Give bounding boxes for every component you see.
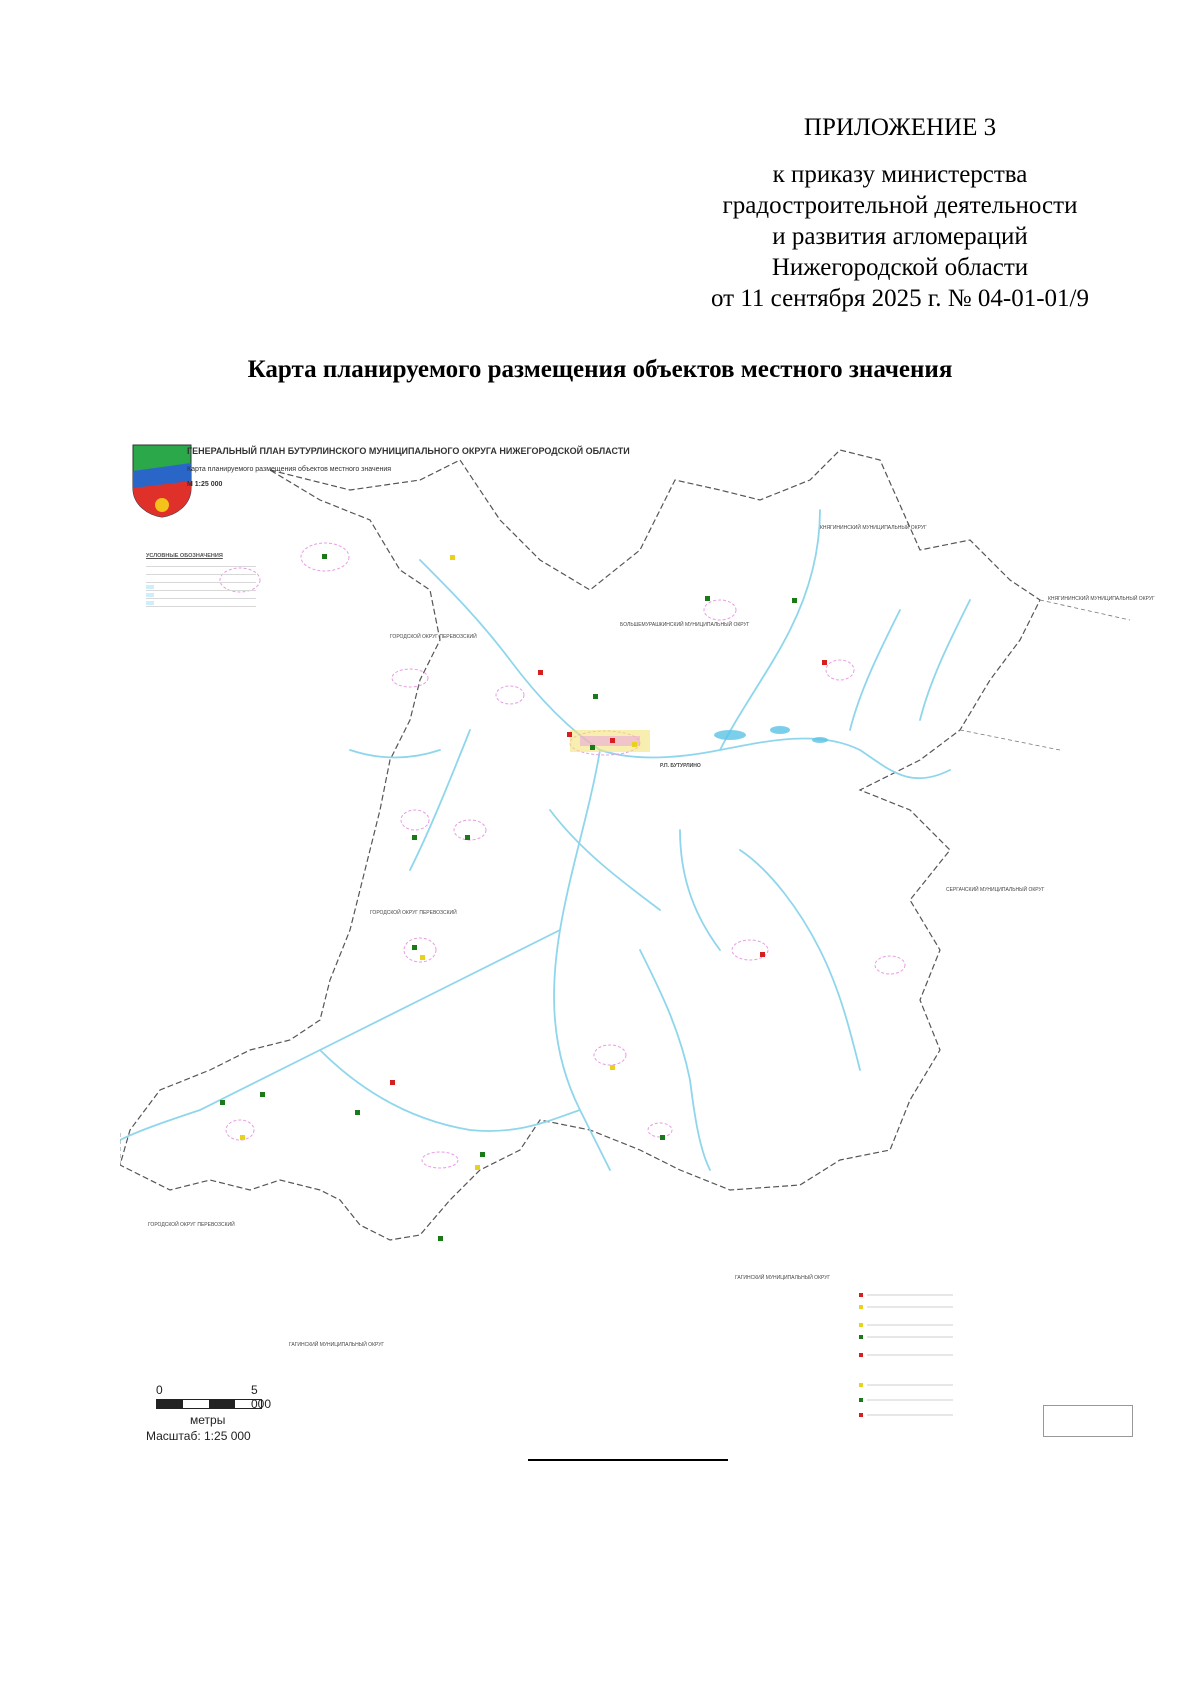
map-subtitle: Карта планируемого размещения объектов местного значения — [187, 466, 392, 473]
neighbour-label-west2: ГОРОДСКОЙ ОКРУГ ПЕРЕВОЗСКИЙ — [370, 910, 457, 916]
neighbour-label-south: ГАГИНСКИЙ МУНИЦИПАЛЬНЫЙ ОКРУГ — [289, 1342, 385, 1348]
map-header — [187, 446, 630, 488]
scale-bar-graphic — [156, 1399, 262, 1409]
legend-row — [146, 577, 256, 583]
scale-numbers — [156, 1383, 276, 1411]
annex-line-3: и развития агломераций — [772, 223, 1028, 250]
title-block-stamp — [1043, 1405, 1133, 1437]
legend-swatch — [146, 585, 154, 589]
neighbour-label-northeast: КНЯГИНИНСКИЙ МУНИЦИПАЛЬНЫЙ ОКРУГ — [820, 525, 927, 531]
neighbour-label-east2: СЕРГАЧСКИЙ МУНИЦИПАЛЬНЫЙ ОКРУГ — [946, 887, 1045, 893]
legend-top — [146, 553, 256, 607]
annex-line-5: от 11 сентября 2025 г. № 04-01-01/9 — [711, 285, 1089, 312]
legend-bottom — [857, 1283, 957, 1448]
legend-row — [146, 569, 256, 575]
footer-rule — [528, 1459, 728, 1461]
neighbour-label-southeast: ГАГИНСКИЙ МУНИЦИПАЛЬНЫЙ ОКРУГ — [735, 1275, 831, 1281]
scale-start: 0 — [156, 1383, 163, 1397]
legend-heading: УСЛОВНЫЕ ОБОЗНАЧЕНИЯ — [146, 553, 223, 559]
coat-of-arms-emblem — [131, 443, 193, 518]
annex-block — [620, 112, 1180, 314]
scale-bar — [146, 1383, 276, 1443]
scale-text: Масштаб: 1:25 000 — [146, 1429, 251, 1443]
neighbour-label-north: БОЛЬШЕМУРАШКИНСКИЙ МУНИЦИПАЛЬНЫЙ ОКРУГ — [620, 622, 750, 628]
legend-row — [146, 593, 256, 599]
legend-bottom-graphic — [857, 1283, 957, 1448]
map-scale-label: М 1:25 000 — [187, 481, 223, 488]
annex-heading: ПРИЛОЖЕНИЕ 3 — [803, 114, 997, 141]
document-title: Карта планируемого размещения объектов местного значения — [247, 356, 953, 383]
plan-title: ГЕНЕРАЛЬНЫЙ ПЛАН БУТУРЛИНСКОГО МУНИЦИПАЛЬНОГО ОКРУГА НИЖЕГОРОДСКОЙ ОБЛАСТИ — [187, 446, 630, 456]
legend-row — [146, 601, 256, 607]
scale-unit: метры — [190, 1413, 226, 1427]
annex-line-2: градостроительной деятельности — [722, 192, 1078, 219]
annex-line-4: Нижегородской области — [771, 254, 1029, 281]
center-label: Р.П. БУТУРЛИНО — [660, 763, 701, 769]
map-area — [120, 430, 1140, 1430]
legend-row — [146, 585, 256, 591]
legend-row — [146, 561, 256, 567]
neighbour-label-west3: ГОРОДСКОЙ ОКРУГ ПЕРЕВОЗСКИЙ — [148, 1222, 235, 1228]
annex-line-1: к приказу министерства — [772, 161, 1028, 188]
scale-end: 5 000 — [251, 1383, 272, 1411]
legend-swatch — [146, 601, 154, 605]
neighbour-label-east: КНЯГИНИНСКИЙ МУНИЦИПАЛЬНЫЙ ОКРУГ — [1048, 596, 1155, 602]
map-canvas — [120, 430, 1140, 1430]
neighbour-label-west1: ГОРОДСКОЙ ОКРУГ ПЕРЕВОЗСКИЙ — [390, 634, 477, 640]
legend-swatch — [146, 593, 154, 597]
